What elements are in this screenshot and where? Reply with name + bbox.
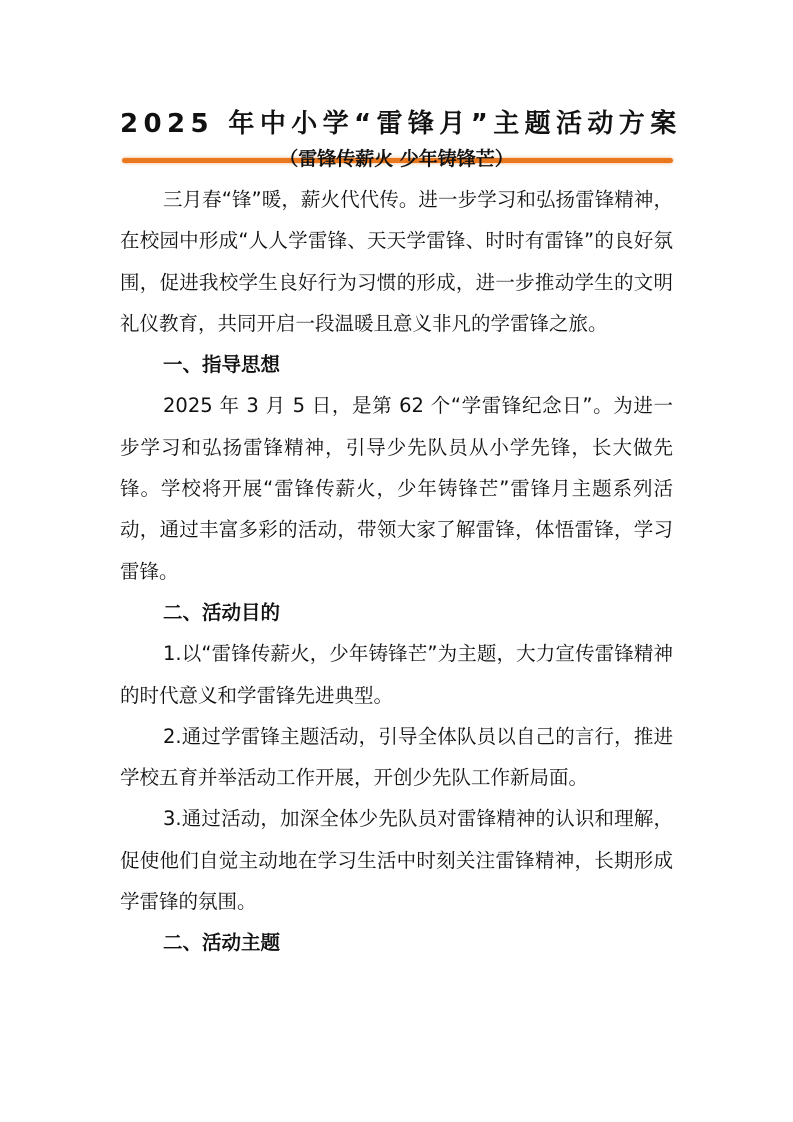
section-heading-activity-purpose: 二、活动目的 (163, 600, 281, 624)
section-heading-guiding-ideology: 一、指导思想 (163, 353, 281, 377)
document-body (120, 179, 673, 964)
list-item-purpose-3: 3.通过活动，加深全体少先队员对雷锋精神的认识和理解，促使他们自觉主动地在学习生活中时刻关注雷锋精神，长期形成学雷锋的氛围。 (120, 807, 673, 914)
document-subtitle: （雷锋传薪火 少年铸锋芒） (279, 148, 514, 170)
section-heading-activity-theme: 二、活动主题 (163, 931, 281, 955)
list-item-purpose-2: 2.通过学雷锋主题活动，引导全体队员以自己的言行，推进学校五育并举活动工作开展，开创少先队工作新局面。 (120, 724, 673, 790)
intro-paragraph: 三月春“锋”暖，薪火代代传。进一步学习和弘扬雷锋精神，在校园中形成“人人学雷锋、天天学雷锋、时时有雷锋”的良好氛围，促进我校学生良好行为习惯的形成，进一步推动学生的文明礼仪教育，共同开启一段温暖且意义非凡的学雷锋之旅。 (120, 188, 673, 335)
paragraph: 2025 年 3 月 5 日，是第 62 个“学雷锋纪念日”。为进一步学习和弘扬雷锋精神，引导少先队员从小学先锋，长大做先锋。学校将开展“雷锋传薪火，少年铸锋芒”雷锋月主题系列活动，通过丰富多彩的活动，带领大家了解雷锋，体悟雷锋，学习雷锋。 (120, 394, 673, 583)
document-title: 2025 年中小学“雷锋月”主题活动方案 (120, 109, 682, 139)
document-page (120, 104, 682, 964)
subtitle-block (120, 146, 673, 172)
list-item-purpose-1: 1.以“雷锋传薪火，少年铸锋芒”为主题，大力宣传雷锋精神的时代意义和学雷锋先进典型。 (120, 642, 673, 707)
